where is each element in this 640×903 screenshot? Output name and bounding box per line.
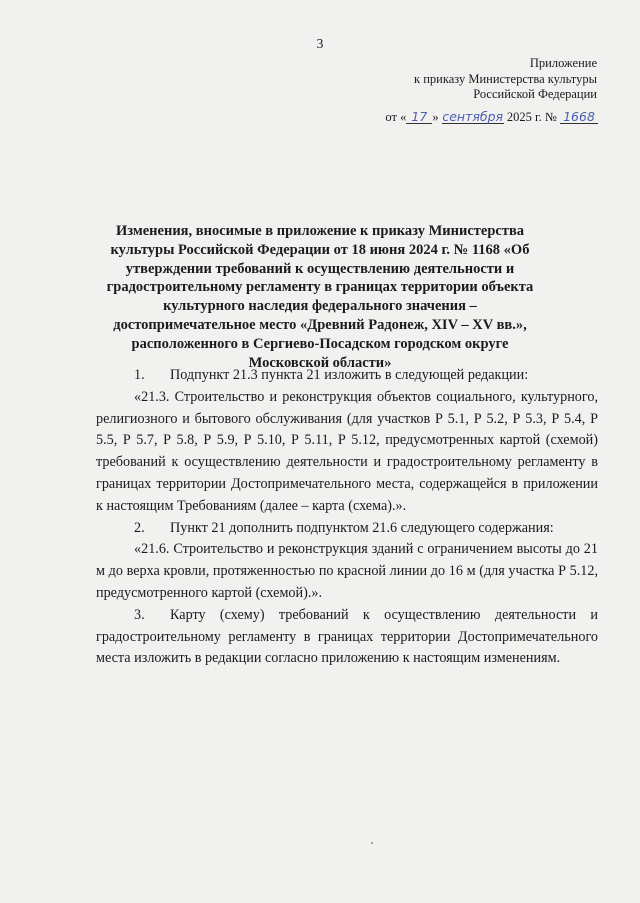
document-body xyxy=(96,365,598,670)
document-heading: Изменения, вносимые в приложение к приказу Министерства культуры Российской Федерации от 18 июня 2024 г. № 1168 «Об утверждении требований к осуществлению деятельности и градостроительному регламенту в границах территории объекта культурного наследия федерального значения – достопримечательное место «Древний Радонеж, XIV – XV вв.», расположенного в Сергиево-Посадском городском округе Московской области» xyxy=(106,223,534,371)
item-1-number: 1. xyxy=(134,367,145,383)
item-1-text: Подпункт 21.3 пункта 21 изложить в следующей редакции: xyxy=(170,367,529,383)
order-date-line xyxy=(385,110,598,125)
item-3 xyxy=(96,605,598,670)
item-2-quote: «21.6. Строительство и реконструкция зданий с ограничением высоты до 21 м до верха кровли, протяженностью по красной линии до 16 м (для участка Р 5.12, предусмотренного картой (схемой).». xyxy=(96,541,598,601)
appendix-federation-line: Российской Федерации xyxy=(473,87,597,101)
item-2 xyxy=(96,518,598,540)
item-2-text: Пункт 21 дополнить подпунктом 21.6 следующего содержания: xyxy=(170,519,554,536)
item-2-number: 2. xyxy=(134,519,145,536)
date-year-part: 2025 г. № xyxy=(506,110,557,124)
item-3-number: 3. xyxy=(134,606,145,623)
appendix-header xyxy=(414,56,597,103)
handwritten-day: 17 xyxy=(406,110,432,124)
appendix-order-line: к приказу Министерства культуры xyxy=(414,71,597,86)
scan-speck xyxy=(371,842,373,844)
appendix-title: Приложение xyxy=(529,56,597,70)
date-quote-close: » xyxy=(432,110,439,124)
item-1-quote: «21.3. Строительство и реконструкция объектов социального, культурного, религиозного и бытового обслуживания (для участков Р 5.1, Р 5.2, Р 5.3, Р 5.4, Р 5.5, Р 5.7, Р 5.8, Р 5.9, Р 5.10, Р 5.11, Р 5.12, предусмотренных картой (схемой) требований к осуществлению деятельности и градостроительному регламенту в границах территории Достопримечательного места, содержащейся в приложении к настоящим Требованиям (далее – карта (схема).». xyxy=(96,388,598,514)
handwritten-month: сентября xyxy=(442,109,504,124)
date-prefix: от « xyxy=(385,110,407,124)
item-1 xyxy=(96,365,598,387)
item-3-text: Карту (схему) требований к осуществлению деятельности и градостроительному регламенту в границах территории Достопримечательного места изложить в редакции согласно приложению к настоящим изменениям. xyxy=(96,606,598,667)
page-number: 3 xyxy=(316,36,324,51)
handwritten-order-number: 1668 xyxy=(560,110,598,124)
